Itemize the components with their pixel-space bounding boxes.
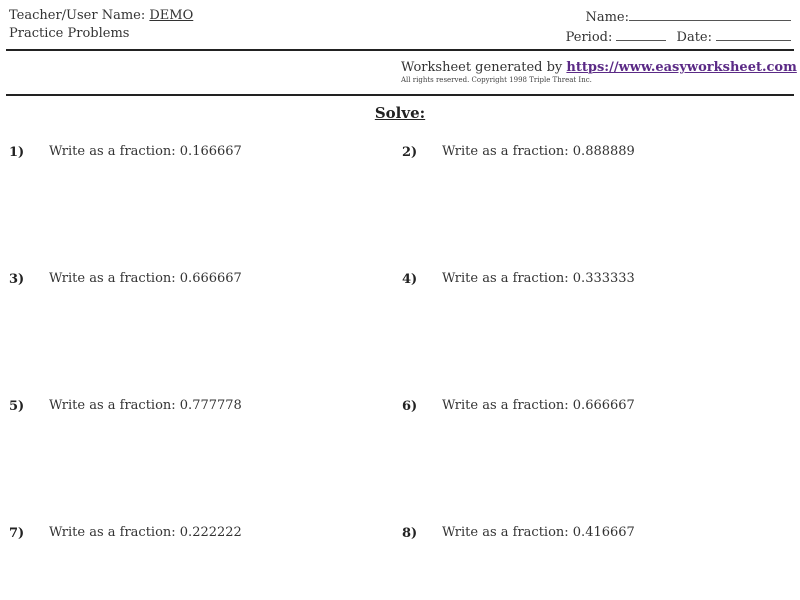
student-name-row (566, 7, 791, 27)
problem-text: Write as a fraction: 0.166667 (49, 144, 242, 159)
header-divider-bottom (6, 94, 794, 96)
problem-number: 3) (9, 272, 25, 287)
worksheet-header-right (566, 7, 791, 47)
teacher-name-label: Teacher/User Name: (9, 8, 150, 23)
header-divider-top (6, 49, 794, 51)
teacher-name-value: DEMO (149, 8, 194, 23)
easyworksheet-link[interactable]: https://www.easyworksheet.com (566, 60, 797, 75)
problem-text: Write as a fraction: 0.666667 (442, 398, 635, 413)
problem-number: 2) (402, 145, 418, 160)
problem-number: 6) (402, 399, 418, 414)
problem-text: Write as a fraction: 0.666667 (49, 271, 242, 286)
student-name-label: Name: (585, 10, 629, 25)
problem-number: 1) (9, 145, 25, 160)
copyright-notice: All rights reserved. Copyright 1998 Triple Threat Inc. (401, 76, 592, 84)
problem-text: Write as a fraction: 0.416667 (442, 525, 635, 540)
credit-line (401, 59, 797, 76)
problem-number: 5) (9, 399, 25, 414)
student-name-blank (629, 7, 791, 21)
period-date-row (566, 27, 791, 47)
credit-block (401, 59, 797, 85)
period-label: Period: (565, 30, 613, 45)
problem-number: 8) (402, 526, 418, 541)
problem-text: Write as a fraction: 0.222222 (49, 525, 242, 540)
section-title: Solve: (374, 104, 426, 122)
credit-prefix: Worksheet generated by (401, 60, 567, 75)
problem-text: Write as a fraction: 0.777778 (49, 398, 242, 413)
period-blank (616, 27, 666, 41)
teacher-name-row (9, 7, 193, 25)
date-label: Date: (676, 30, 712, 45)
problem-number: 7) (9, 526, 25, 541)
problem-number: 4) (402, 272, 418, 287)
date-blank (716, 27, 791, 41)
problem-text: Write as a fraction: 0.888889 (442, 144, 635, 159)
worksheet-header-left (9, 7, 193, 43)
problem-text: Write as a fraction: 0.333333 (442, 271, 635, 286)
worksheet-subtitle: Practice Problems (9, 26, 130, 41)
